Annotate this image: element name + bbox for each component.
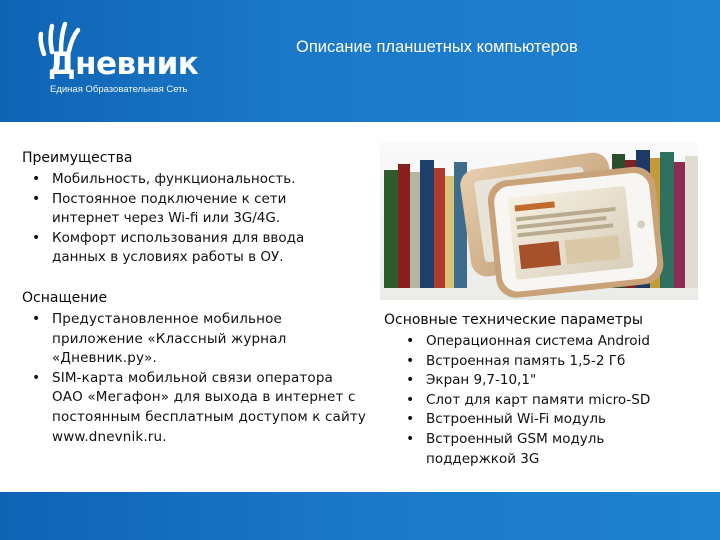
logo-text: Дневник (48, 46, 199, 82)
bullet-icon: • (32, 229, 41, 246)
list-item: • Слот для карт памяти micro-SD (400, 391, 700, 411)
bullet-icon: • (32, 171, 41, 187)
list-item: • Встроенный GSM модуль поддержкой 3G (406, 430, 605, 467)
bullet-icon: • (32, 311, 41, 327)
tablet-photo (380, 142, 698, 300)
advantages-heading: Преимущества (22, 150, 133, 166)
bullet-icon: • (406, 411, 415, 428)
list-item: • Мобильность, функциональность. (26, 170, 366, 190)
footer-bar (0, 492, 720, 540)
list-item: • Постоянное подключение к сети интернет через Wi-fi или 3G/4G. (32, 190, 287, 227)
bullet-icon: • (32, 369, 41, 386)
specs-list (400, 332, 700, 469)
bullet-icon: • (406, 333, 415, 349)
advantages-list (26, 170, 366, 268)
list-item: • Предустановленное мобильное приложение «Классный журнал «Дневник.ру». (32, 311, 287, 367)
bullet-icon: • (406, 391, 415, 408)
logo-subtitle: Единая Образовательная Сеть (50, 84, 188, 95)
specs-heading: Основные технические параметры (384, 312, 643, 328)
list-item: • Комфорт использования для ввода данных в условиях работы в ОУ. (32, 229, 305, 266)
equipment-heading: Оснащение (22, 290, 108, 306)
bullet-icon: • (32, 190, 41, 207)
list-item: • Экран 9,7-10,1" (400, 371, 700, 391)
list-item: • SIM-карта мобильной связи оператора ОАО «Мегафон» для выхода в интернет с постоянным бесплатным доступом к сайту www.dnevnik.ru. (32, 369, 367, 445)
equipment-list (26, 310, 367, 447)
header-bar (0, 0, 720, 122)
bullet-icon: • (406, 372, 415, 389)
bullet-icon: • (406, 430, 415, 447)
list-item: • Встроенный Wi-Fi модуль (400, 410, 700, 430)
tablet-books-image (380, 142, 698, 300)
list-item: • Операционная система Android (400, 332, 700, 352)
list-item: • Встроенная память 1,5-2 Гб (400, 352, 700, 372)
bullet-icon: • (406, 352, 415, 369)
page-title: Описание планшетных компьютеров (296, 38, 578, 56)
